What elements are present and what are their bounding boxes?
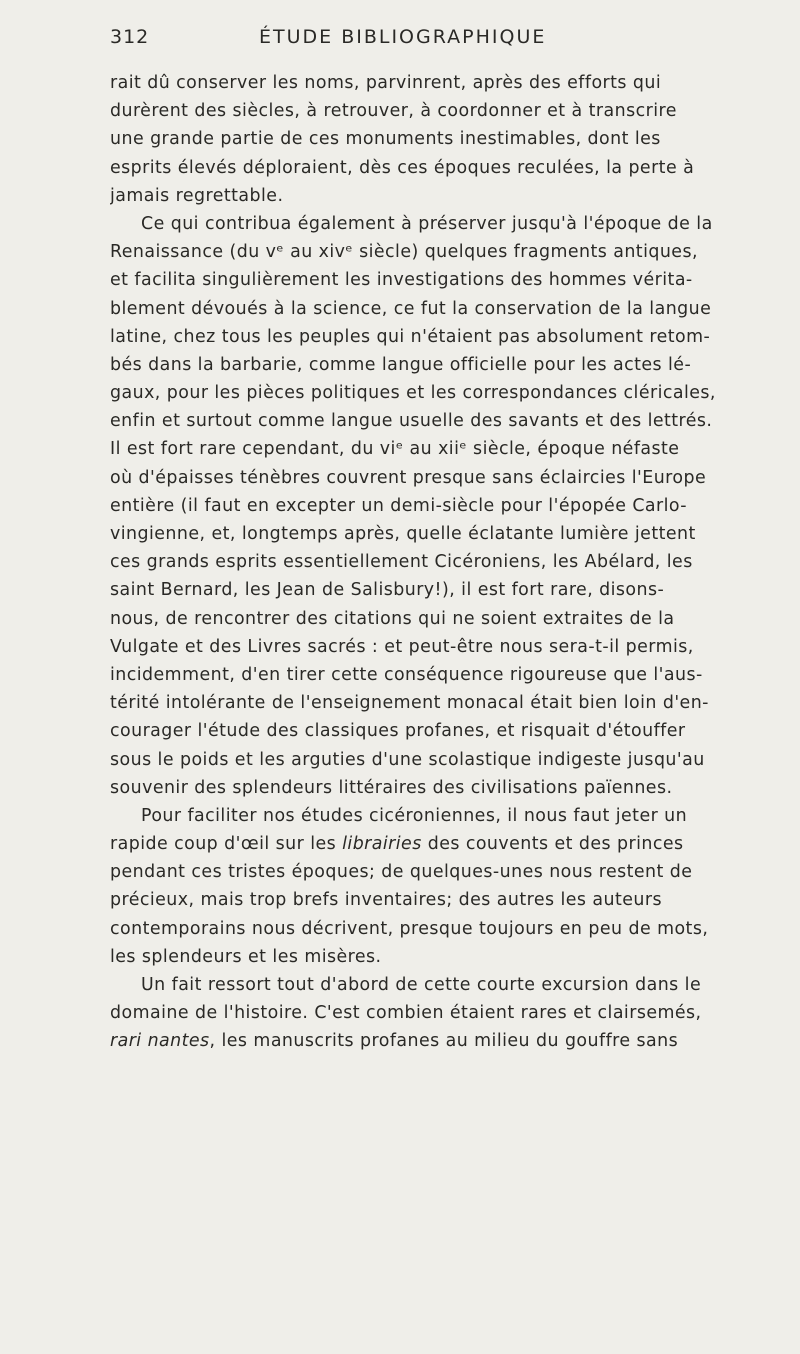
text-line: et facilita singulièrement les investigations des hommes vérita- [110, 270, 693, 291]
text-line: blement dévoués à la science, ce fut la conservation de la langue [110, 298, 712, 319]
text-line: saint Bernard, les Jean de Salisbury!), il est fort rare, disons- [110, 580, 665, 601]
text-line: térité intolérante de l'enseignement monacal était bien loin d'en- [110, 693, 709, 714]
italic-term-librairies: librairies [342, 834, 422, 855]
text-line: incidemment, d'en tirer cette conséquence rigoureuse que l'aus- [110, 664, 703, 685]
body-text [110, 69, 800, 1056]
text-segment: , les manuscrits profanes au milieu du gouffre sans [209, 1031, 679, 1052]
running-title: ÉTUDE BIBLIOGRAPHIQUE [259, 26, 547, 48]
paragraph-start-line: Ce qui contribua également à préserver jusqu'à l'époque de la [141, 213, 713, 234]
text-line: esprits élevés déploraient, dès ces époques reculées, la perte à [110, 157, 695, 178]
text-line: rait dû conserver les noms, parvinrent, après des efforts qui [110, 73, 662, 93]
text-line: gaux, pour les pièces politiques et les correspondances cléricales, [110, 383, 716, 404]
text-line: entière (il faut en excepter un demi-siècle pour l'épopée Carlo- [110, 495, 688, 516]
paragraph-start-line: Un fait ressort tout d'abord de cette courte excursion dans le [141, 975, 702, 995]
text-line: jamais regrettable. [110, 185, 284, 206]
text-line: souvenir des splendeurs littéraires des civilisations païennes. [110, 777, 673, 798]
text-segment: rapide coup d'œil sur les [110, 834, 337, 855]
text-line: nous, de rencontrer des citations qui ne soient extraites de la [110, 608, 675, 629]
text-line [110, 830, 800, 858]
paragraph-start-line: Pour faciliter nos études cicéroniennes, il nous faut jeter un [141, 805, 688, 826]
text-line: pendant ces tristes époques; de quelques-unes nous restent de [110, 862, 693, 883]
text-line: précieux, mais trop brefs inventaires; des autres les auteurs [110, 890, 662, 911]
page-number: 312 [110, 26, 150, 48]
text-line: sous le poids et les arguties d'une scolastique indigeste jusqu'au [110, 749, 705, 770]
page-header [110, 26, 800, 56]
text-line: une grande partie de ces monuments inestimables, dont les [110, 129, 661, 150]
text-line: courager l'étude des classiques profanes, et risquait d'étouffer [110, 721, 686, 742]
text-line: Il est fort rare cependant, du viᵉ au xiiᵉ siècle, époque néfaste [110, 439, 680, 460]
text-line: ces grands esprits essentiellement Cicéroniens, les Abélard, les [110, 552, 693, 573]
text-line: Renaissance (du vᵉ au xivᵉ siècle) quelques fragments antiques, [110, 242, 698, 263]
text-line: Vulgate et des Livres sacrés : et peut-être nous sera-t-il permis, [110, 636, 694, 657]
text-line [110, 1027, 800, 1055]
text-line: où d'épaisses ténèbres couvrent presque sans éclaircies l'Europe [110, 467, 707, 488]
text-line: contemporains nous décrivent, presque toujours en peu de mots, [110, 918, 709, 939]
text-segment: des couvents et des princes [427, 834, 684, 855]
text-line: les splendeurs et les misères. [110, 946, 382, 967]
text-line: domaine de l'histoire. C'est combien étaient rares et clairsemés, [110, 1003, 702, 1024]
italic-phrase-rari-nantes: rari nantes [110, 1031, 210, 1052]
text-line: vingienne, et, longtemps après, quelle éclatante lumière jettent [110, 524, 696, 544]
text-line: enfin et surtout comme langue usuelle des savants et des lettrés. [110, 411, 713, 432]
text-line: durèrent des siècles, à retrouver, à coordonner et à transcrire [110, 101, 677, 122]
text-line: bés dans la barbarie, comme langue officielle pour les actes lé- [110, 354, 692, 375]
text-line: latine, chez tous les peuples qui n'étaient pas absolument retom- [110, 326, 711, 347]
